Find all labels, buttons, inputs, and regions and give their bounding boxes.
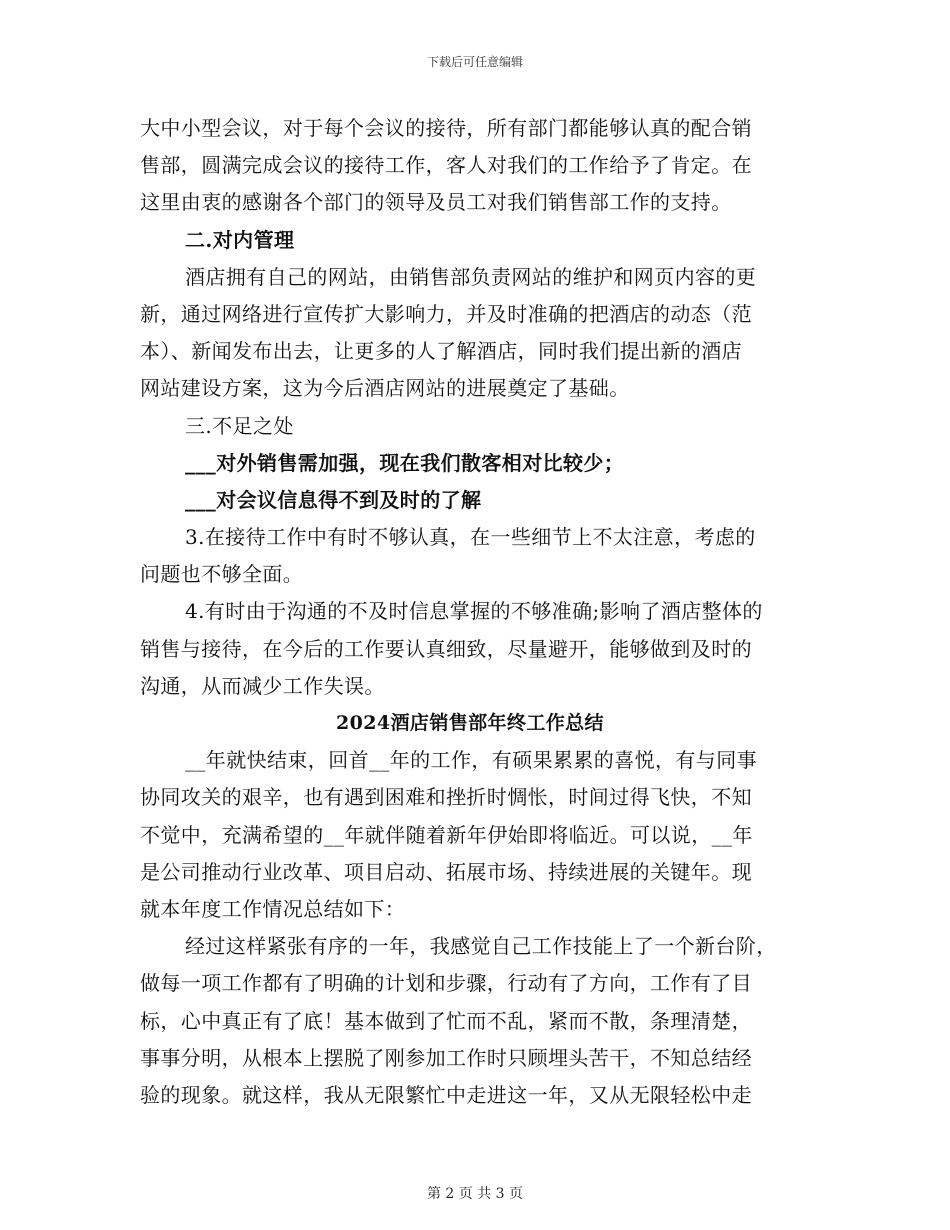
body-line: 是公司推动行业改革、项目启动、拓展市场、持续进展的关键年。现 [140, 859, 752, 884]
body-line: 协同攻关的艰辛，也有遇到困难和挫折时惆怅，时间过得飞快，不知 [140, 785, 752, 810]
body-line: 酒店拥有自己的网站，由销售部负责网站的维护和网页内容的更 [185, 264, 757, 289]
body-line: __年就快结束，回首__年的工作，有硕果累累的喜悦，有与同事 [185, 748, 757, 773]
body-line: 沟通，从而减少工作失误。 [140, 673, 385, 698]
document-body [140, 110, 800, 1114]
body-line: 本）、新闻发布出去，让更多的人了解酒店，同时我们提出新的酒店 [140, 339, 742, 364]
body-line: 做每一项工作都有了明确的计划和步骤，行动有了方向，工作有了目 [140, 971, 752, 996]
body-line: 标，心中真正有了底！基本做到了忙而不乱，紧而不散，条理清楚， [140, 1008, 752, 1033]
body-line: 这里由衷的感谢各个部门的领导及员工对我们销售部工作的支持。 [140, 190, 732, 215]
body-line: 问题也不够全面。 [140, 562, 304, 587]
shortcoming-item: ___对会议信息得不到及时的了解 [185, 487, 482, 512]
body-line: 售部，圆满完成会议的接待工作，客人对我们的工作给予了肯定。在 [140, 153, 752, 178]
section-heading-internal-management: 二.对内管理 [185, 227, 295, 252]
body-line: 就本年度工作情况总结如下： [140, 896, 406, 921]
body-line: 新，通过网络进行宣传扩大影响力，并及时准确的把酒店的动态（范 [140, 301, 752, 326]
document-title: 2024酒店销售部年终工作总结 [336, 712, 604, 734]
page-footer: 第 2 页 共 3 页 [426, 1186, 524, 1202]
body-line: 销售与接待，在今后的工作要认真细致，尽量避开，能够做到及时的 [140, 636, 752, 661]
shortcoming-item: 3.在接待工作中有时不够认真，在一些细节上不太注意，考虑的 [185, 525, 756, 550]
body-line: 验的现象。就这样，我从无限繁忙中走进这一年，又从无限轻松中走 [140, 1082, 752, 1107]
shortcoming-item: ___对外销售需加强，现在我们散客相对比较少； [185, 450, 625, 475]
body-line: 事事分明，从根本上摆脱了刚参加工作时只顾埋头苦干，不知总结经 [140, 1045, 752, 1070]
body-line: 网站建设方案，这为今后酒店网站的进展奠定了基础。 [140, 376, 630, 401]
body-line: 大中小型会议，对于每个会议的接待，所有部门都能够认真的配合销 [140, 116, 752, 140]
section-heading-shortcomings: 三.不足之处 [185, 413, 294, 438]
body-line: 不觉中，充满希望的__年就伴随着新年伊始即将临近。可以说，__年 [140, 822, 753, 847]
shortcoming-item: 4.有时由于沟通的不及时信息掌握的不够准确;影响了酒店整体的 [185, 599, 763, 624]
page-header: 下载后可任意编辑 [426, 55, 523, 69]
body-line: 经过这样紧张有序的一年，我感觉自己工作技能上了一个新台阶， [185, 934, 777, 959]
